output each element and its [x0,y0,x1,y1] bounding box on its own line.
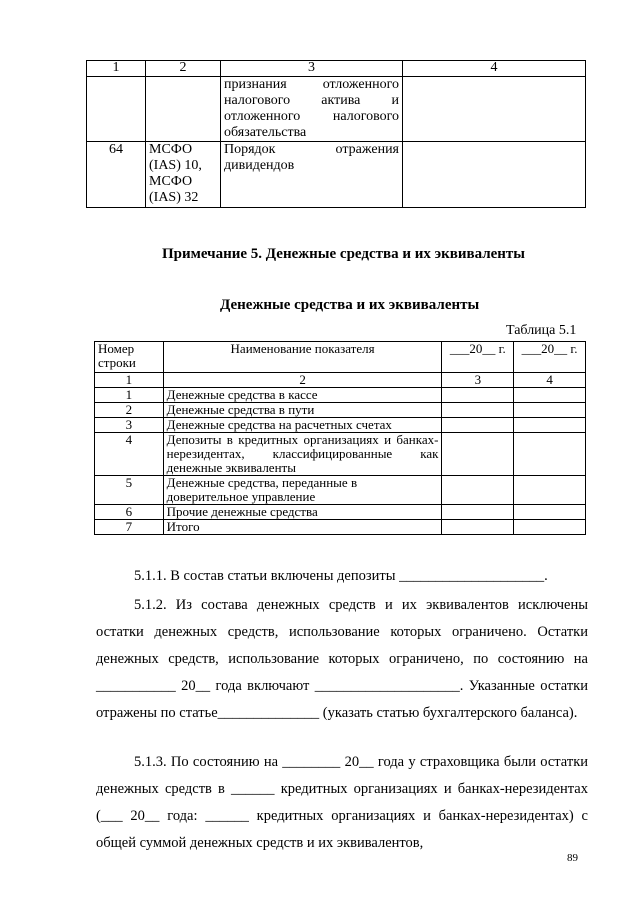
description-cell [221,77,403,142]
value-cell [442,476,514,505]
row-number: 64 [87,142,146,208]
standard-cell [146,77,221,142]
description-line: отложенного налогового [224,109,399,124]
header-year-2: ___20__ г. [514,342,586,373]
value-cell [442,403,514,418]
cash-table [94,341,586,535]
index-cell: 2 [163,373,442,388]
description-line: дивидендов [224,158,295,173]
row-number: 7 [95,520,164,535]
index-cell: 3 [442,373,514,388]
description-line: налогового актива и [224,93,399,108]
paragraph-5-1-3: 5.1.3. По состоянию на ________ 20__ года у страховщика были остатки денежных средств в ______ кредитных организациях и банках-нерезидентах (___ 20__ года: ______ кредитных организациях и банках-нерезидентах) с общей суммой денежных средств и их эквивалентов, [96,754,588,851]
value-cell [514,403,586,418]
row-name: Итого [163,520,442,535]
value-cell [442,520,514,535]
row-number: 5 [95,476,164,505]
table-row [87,142,586,208]
table-row [95,388,586,403]
table-row [95,433,586,476]
standard-line: МСФО [149,174,193,189]
page-number: 89 [567,852,578,864]
standard-cell [146,142,221,208]
value-cell [514,476,586,505]
header-name: Наименование показателя [163,342,442,373]
standard-line: (IAS) 32 [149,190,199,205]
value-cell [442,433,514,476]
standard-line: МСФО [149,142,193,157]
table-row [95,418,586,433]
row-name: Денежные средства, переданные в доверительное управление [163,476,442,505]
table-index-row [95,373,586,388]
header-cell: 2 [146,61,221,77]
header-number: Номер строки [95,342,164,373]
paragraph-5-1-2: 5.1.2. Из состава денежных средств и их эквивалентов исключены остатки денежных средств, использование которых ограничено. Остатки денежных средств, использование которых ограничено, по состоянию на ___________ 20__ года включают ____________________. Указанные остатки отражены по статье______________ (указать статью бухгалтерского баланса). [96,597,588,721]
value-cell [442,418,514,433]
value-cell [514,418,586,433]
row-number: 2 [95,403,164,418]
row-name: Денежные средства на расчетных счетах [163,418,442,433]
value-cell [514,433,586,476]
table-row [87,77,586,142]
row-number [87,77,146,142]
row-name: Денежные средства в пути [163,403,442,418]
value-cell [442,505,514,520]
paragraph-5-1-1: 5.1.1. В состав статьи включены депозиты ____________________. [134,568,548,584]
header-cell: 4 [403,61,586,77]
header-cell: 3 [221,61,403,77]
row-number: 3 [95,418,164,433]
header-cell: 1 [87,61,146,77]
value-cell [514,388,586,403]
continuation-table [86,60,586,208]
description-line: обязательства [224,125,307,140]
value-cell [442,388,514,403]
table-header-row [87,61,586,77]
table-header-row [95,342,586,373]
standard-line: (IAS) 10, [149,158,202,173]
value-cell [514,520,586,535]
description-line: признания отложенного [224,77,399,92]
note-heading: Примечание 5. Денежные средства и их эквиваленты [162,246,526,262]
table-row [95,403,586,418]
row-name: Денежные средства в кассе [163,388,442,403]
empty-cell [403,142,586,208]
table-row [95,520,586,535]
table-heading: Денежные средства и их эквиваленты [220,297,480,313]
row-number: 6 [95,505,164,520]
table-label: Таблица 5.1 [506,323,577,338]
header-year-1: ___20__ г. [442,342,514,373]
index-cell: 4 [514,373,586,388]
table-row [95,505,586,520]
description-cell [221,142,403,208]
row-number: 1 [95,388,164,403]
row-name: Депозиты в кредитных организациях и банках-нерезидентах, классифицированные как денежные эквиваленты [163,433,442,476]
table-row [95,476,586,505]
description-line: Порядок отражения [224,142,399,157]
row-number: 4 [95,433,164,476]
row-name: Прочие денежные средства [163,505,442,520]
empty-cell [403,77,586,142]
value-cell [514,505,586,520]
index-cell: 1 [95,373,164,388]
